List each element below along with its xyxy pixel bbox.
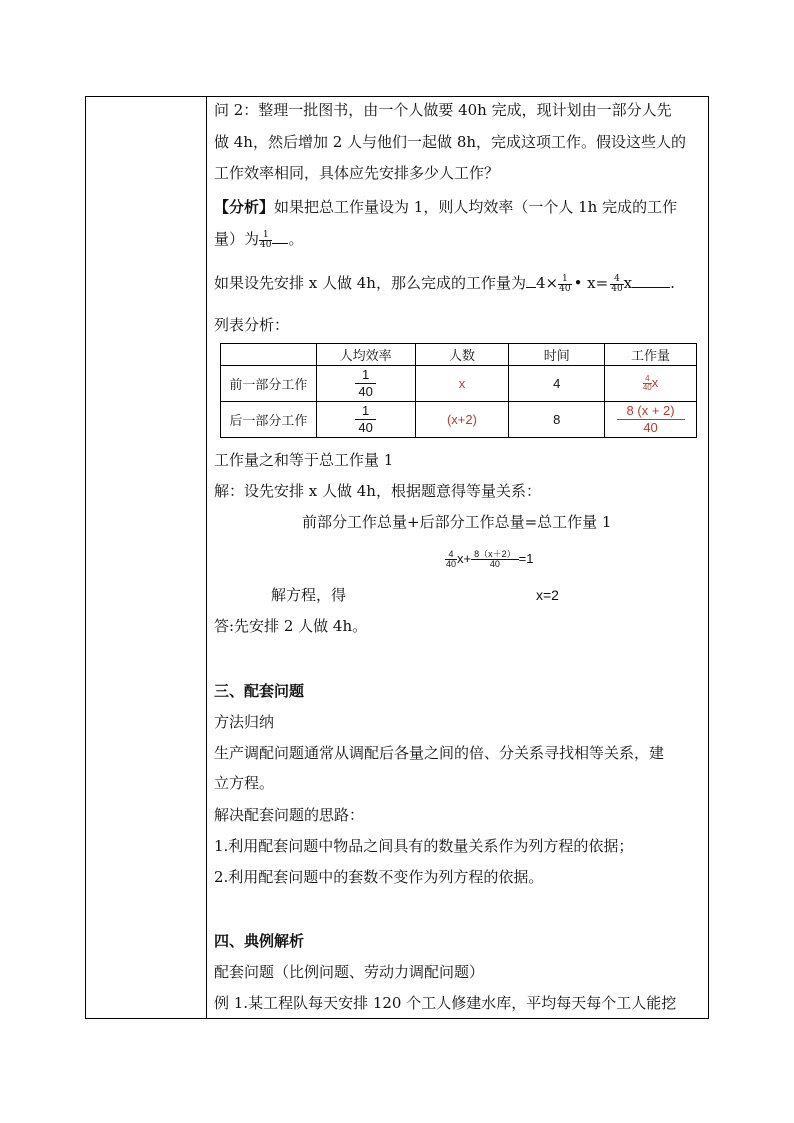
method-paragraph-line-1: 生产调配问题通常从调配后各量之间的倍、分关系寻找相等关系，建 <box>214 744 665 762</box>
analysis-text-3: 如果设先安排 x 人做 4h，那么完成的工作量为 <box>214 274 526 292</box>
analysis-bracket: 【分析】 <box>214 198 275 216</box>
row1-work-num: 4 <box>645 374 650 384</box>
row2-work <box>605 402 697 438</box>
work-fraction-2-den: 40 <box>611 283 623 294</box>
row2-rate-num: 1 <box>362 403 370 419</box>
eq-end: =1 <box>518 551 534 566</box>
table-header-row <box>221 344 697 366</box>
table-intro: 列表分析： <box>214 316 290 334</box>
idea-item-2: 2.利用配套问题中的套数不变作为列方程的依据。 <box>214 868 544 886</box>
row1-time: 4 <box>509 366 605 402</box>
section-4-title: 四、典例解析 <box>214 932 305 950</box>
method-summary: 方法归纳 <box>214 713 275 731</box>
method-paragraph-line-2: 立方程。 <box>214 774 275 792</box>
question-2-line-3: 工作效率相同，具体应先安排多少人工作？ <box>214 164 500 182</box>
relation-line: 前部分工作总量+后部分工作总量=总工作量 1 <box>302 513 612 531</box>
work-mid: • x= <box>573 274 609 292</box>
solve-label: 解方程，得 <box>271 586 347 604</box>
work-fraction-2 <box>610 275 623 294</box>
row1-rate-num: 1 <box>362 367 370 383</box>
row2-work-den: 40 <box>617 419 685 436</box>
rate-fraction <box>259 231 272 250</box>
table-row <box>221 402 697 438</box>
work-fraction-1 <box>558 275 571 294</box>
eq-fraction-2-num: 8（x＋2） <box>474 549 516 560</box>
analysis-line-3 <box>214 273 675 294</box>
row2-label: 后一部分工作 <box>221 402 317 438</box>
idea-heading: 解决配套问题的思路： <box>214 806 365 824</box>
section-4-subtitle: 配套问题（比例问题、劳动力调配问题） <box>214 963 485 981</box>
solve-result: x=2 <box>536 587 559 603</box>
question-2-line-1: 问 2：整理一批图书，由一个人做要 40h 完成，现计划由一部分人先 <box>214 101 672 119</box>
row1-people: x <box>415 366 509 402</box>
analysis-table <box>220 343 697 438</box>
blank-underline-start <box>526 287 536 288</box>
work-fraction-1-num: 1 <box>561 273 568 284</box>
rate-fraction-num: 1 <box>262 229 269 240</box>
row1-rate-den: 40 <box>355 383 375 400</box>
row2-work-num: 8 (x + 2) <box>626 403 675 419</box>
eq-x: x+ <box>457 551 472 566</box>
work-period: . <box>670 274 675 292</box>
question-2-line-2: 做 4h，然后增加 2 人与他们一起做 8h，完成这项工作。假设这些人的 <box>214 133 687 151</box>
row1-work <box>605 366 697 402</box>
row2-time: 8 <box>509 402 605 438</box>
sum-line: 工作量之和等于总工作量 1 <box>214 451 394 469</box>
row1-label: 前一部分工作 <box>221 366 317 402</box>
column-divider <box>206 97 207 1018</box>
analysis-period: 。 <box>288 230 304 248</box>
header-blank <box>221 344 317 366</box>
analysis-line-2 <box>214 229 303 250</box>
analysis-text-1: 如果把总工作量设为 1，则人均效率（一个人 1h 完成的工作 <box>274 198 678 216</box>
table-row <box>221 366 697 402</box>
equation <box>445 544 533 574</box>
answer-line: 答:先安排 2 人做 4h。 <box>214 617 368 635</box>
work-fraction-1-den: 40 <box>559 283 571 294</box>
blank-underline-end <box>632 287 670 288</box>
eq-fraction-1-num: 4 <box>448 549 454 560</box>
row1-work-x: x <box>651 374 659 390</box>
analysis-line-1 <box>214 197 677 217</box>
example-1: 例 1.某工程队每天安排 120 个工人修建水库，平均每天每个工人能挖 <box>214 994 677 1012</box>
row2-people: (x+2) <box>415 402 509 438</box>
header-rate: 人均效率 <box>316 344 415 366</box>
row1-rate <box>316 366 415 402</box>
idea-item-1: 1.利用配套问题中物品之间具有的数量关系作为列方程的依据； <box>214 837 634 855</box>
row1-work-den: 40 <box>642 383 652 393</box>
header-work: 工作量 <box>605 344 697 366</box>
eq-fraction-1-den: 40 <box>446 559 457 570</box>
eq-fraction-2-den: 40 <box>471 559 519 569</box>
solve-line: 解：设先安排 x 人做 4h，根据题意得等量关系： <box>214 482 541 500</box>
work-expr: 4× <box>535 274 559 292</box>
blank-underline <box>272 243 288 244</box>
section-3-title: 三、配套问题 <box>214 682 305 700</box>
work-fraction-2-num: 4 <box>614 273 620 284</box>
rate-fraction-den: 40 <box>260 239 272 250</box>
work-x: x <box>623 274 633 292</box>
row2-rate-den: 40 <box>355 419 375 436</box>
analysis-text-2: 量）为 <box>214 230 260 248</box>
row2-rate <box>316 402 415 438</box>
header-people: 人数 <box>415 344 509 366</box>
header-time: 时间 <box>509 344 605 366</box>
